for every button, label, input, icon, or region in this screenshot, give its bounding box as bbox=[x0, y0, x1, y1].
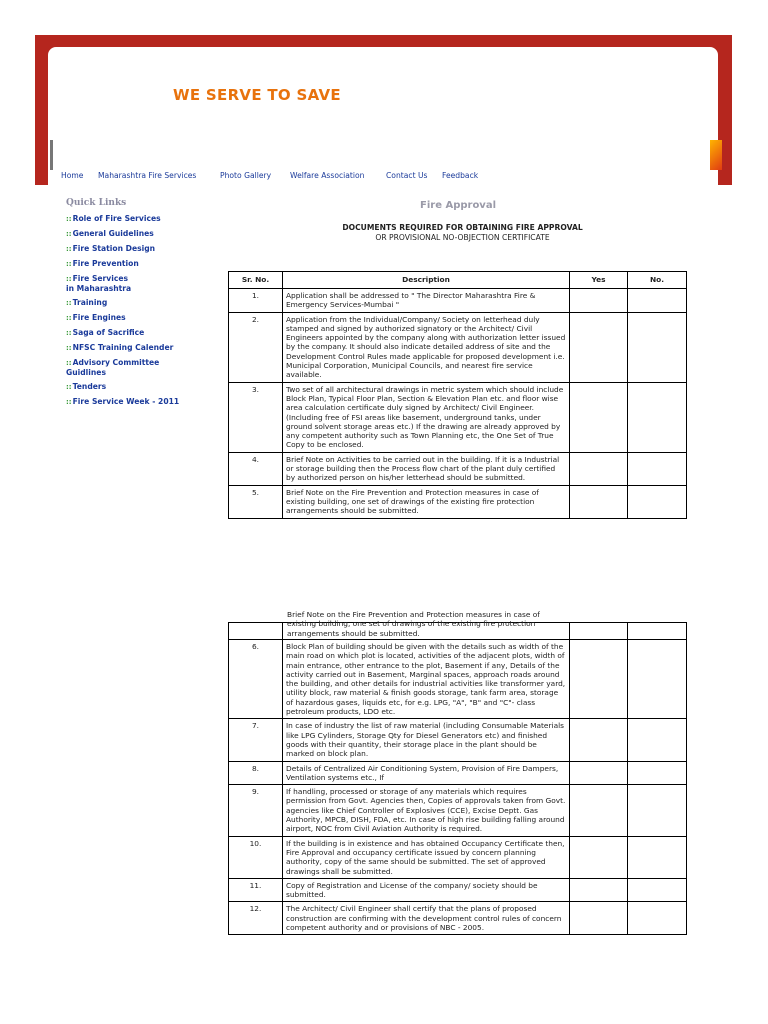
no-cell[interactable] bbox=[628, 902, 687, 935]
quick-link-label[interactable]: Fire Engines bbox=[72, 313, 126, 322]
yes-cell[interactable] bbox=[570, 761, 628, 785]
no-cell[interactable] bbox=[628, 785, 687, 836]
bullet-icon: :: bbox=[66, 260, 72, 268]
quick-link-label[interactable]: Fire Station Design bbox=[72, 244, 156, 253]
quick-link-label[interactable]: Fire Service Week - 2011 bbox=[72, 397, 180, 406]
site-tagline: WE SERVE TO SAVE bbox=[173, 86, 341, 104]
bullet-icon: :: bbox=[66, 245, 72, 253]
row-description: If the building is in existence and has obtained Occupancy Certificate then, Fire Approval and occupancy certificate issued by concern planning authority, copy of the same should be submitted. The set of approved drawings shall be submitted. bbox=[283, 836, 570, 878]
yes-cell[interactable] bbox=[570, 640, 628, 719]
quick-link-label[interactable]: Fire Services in Maharashtra bbox=[66, 274, 132, 293]
table-row bbox=[229, 382, 687, 452]
quick-link-label[interactable]: Advisory Committee Guidlines bbox=[66, 358, 160, 377]
bullet-icon: :: bbox=[66, 329, 72, 337]
col-header-yes: Yes bbox=[570, 272, 628, 289]
table-header-row bbox=[229, 272, 687, 289]
table-row bbox=[229, 902, 687, 935]
col-header-description: Description bbox=[283, 272, 570, 289]
row-number: 1. bbox=[229, 289, 283, 313]
no-cell[interactable] bbox=[628, 623, 687, 640]
row-description: Block Plan of building should be given with the details such as width of the main road on which plot is located, activities of the adjacent plots, width of main entrance, other entrance to the plot, Basement if any, Details of the activity carried out in Basement, Marginal spaces, approach roads around the building, and other details for industrial activities like transformer yard, utility block, raw material & finish goods storage, tank farm area, storage of hazardous gases, liquids etc, for e.g. LPG, "A", "B" and "C"- class petroleum products, LDO etc. bbox=[283, 640, 570, 719]
nav-home[interactable]: Home bbox=[61, 171, 84, 180]
row-number: 6. bbox=[229, 640, 283, 719]
no-cell[interactable] bbox=[628, 761, 687, 785]
quick-link-label[interactable]: Role of Fire Services bbox=[72, 214, 161, 223]
row-number: 11. bbox=[229, 878, 283, 902]
bullet-icon: :: bbox=[66, 230, 72, 238]
nav-photo-gallery[interactable]: Photo Gallery bbox=[220, 171, 272, 180]
row-number bbox=[229, 623, 283, 640]
row-number: 5. bbox=[229, 485, 283, 518]
table-row bbox=[229, 640, 687, 719]
page-title: Fire Approval bbox=[420, 200, 497, 211]
row-number: 10. bbox=[229, 836, 283, 878]
row-description: Two set of all architectural drawings in metric system which should include Block Plan, Typical Floor Plan, Section & Elevation Plan etc. and floor wise area calculation certificate duly signed by Architect/ Civil Engineer.(Including free of FSI areas like basement, underground tanks, under ground solvent storage areas etc.) If the drawing are already approved by any competent authority such as Town Planning etc, the One Set of True Copy to be enclosed. bbox=[283, 382, 570, 452]
bullet-icon: :: bbox=[66, 344, 72, 352]
yes-cell[interactable] bbox=[570, 719, 628, 761]
no-cell[interactable] bbox=[628, 640, 687, 719]
table-row bbox=[229, 836, 687, 878]
bullet-icon: :: bbox=[66, 383, 72, 391]
nav-welfare-association[interactable]: Welfare Association bbox=[290, 171, 365, 180]
bullet-icon: :: bbox=[66, 314, 72, 322]
table-row bbox=[229, 312, 687, 382]
bullet-icon: :: bbox=[66, 215, 72, 223]
no-cell[interactable] bbox=[628, 485, 687, 518]
yes-cell[interactable] bbox=[570, 878, 628, 902]
table-row bbox=[229, 785, 687, 836]
row-number: 2. bbox=[229, 312, 283, 382]
row-description: Brief Note on the Fire Prevention and Protection measures in case of existing building, one set of drawings of the existing fire protection arrangements should be submitted. bbox=[283, 485, 570, 518]
bullet-icon: :: bbox=[66, 299, 72, 307]
yes-cell[interactable] bbox=[570, 485, 628, 518]
yes-cell[interactable] bbox=[570, 623, 628, 640]
yes-cell[interactable] bbox=[570, 785, 628, 836]
row-number: 8. bbox=[229, 761, 283, 785]
row-number: 9. bbox=[229, 785, 283, 836]
no-cell[interactable] bbox=[628, 312, 687, 382]
row-description: If handling, processed or storage of any materials which requires permission from Govt. Agencies then, Copies of approvals taken from Govt. agencies like Chief Controller of Explosives (CCE), Excise Deptt. Gas Authority, MPCB, DISH, FDA, etc. In case of high rise building falling around airport, NOC from Civil Aviation Authority is required. bbox=[283, 785, 570, 836]
table-row bbox=[229, 289, 687, 313]
bullet-icon: :: bbox=[66, 398, 72, 406]
row-description: The Architect/ Civil Engineer shall certify that the plans of proposed construction are confirming with the development control rules of concern competent authority and or provisions of NBC - 2005. bbox=[283, 902, 570, 935]
row-description bbox=[283, 610, 570, 640]
table-row bbox=[229, 485, 687, 518]
documents-table bbox=[228, 271, 687, 519]
no-cell[interactable] bbox=[628, 289, 687, 313]
quick-link-label[interactable]: Fire Prevention bbox=[72, 259, 139, 268]
table-row bbox=[229, 452, 687, 485]
yes-cell[interactable] bbox=[570, 452, 628, 485]
table-row bbox=[229, 878, 687, 902]
no-cell[interactable] bbox=[628, 452, 687, 485]
nav-contact-us[interactable]: Contact Us bbox=[386, 171, 428, 180]
yes-cell[interactable] bbox=[570, 836, 628, 878]
nav-maharashtra-fire-services[interactable]: Maharashtra Fire Services bbox=[98, 171, 197, 180]
no-cell[interactable] bbox=[628, 382, 687, 452]
table-row-continuation bbox=[229, 623, 687, 640]
table-row bbox=[229, 761, 687, 785]
col-header-no: No. bbox=[628, 272, 687, 289]
row-description: Application shall be addressed to " The Director Maharashtra Fire & Emergency Services-Mumbai " bbox=[283, 289, 570, 313]
no-cell[interactable] bbox=[628, 719, 687, 761]
row-description: Copy of Registration and License of the company/ society should be submitted. bbox=[283, 878, 570, 902]
document-title: DOCUMENTS REQUIRED FOR OBTAINING FIRE APPROVAL bbox=[342, 223, 583, 232]
yes-cell[interactable] bbox=[570, 289, 628, 313]
quick-links-title: Quick Links bbox=[66, 198, 127, 208]
yes-cell[interactable] bbox=[570, 382, 628, 452]
quick-link-label[interactable]: Tenders bbox=[72, 382, 107, 391]
quick-link-label[interactable]: General Guidelines bbox=[72, 229, 154, 238]
row-description: In case of industry the list of raw material (including Consumable Materials like LPG Cylinders, Storage Qty for Diesel Generators etc) and finished goods with their quantity, their storage place in the plant should be marked on block plan. bbox=[283, 719, 570, 761]
quick-link-label[interactable]: Saga of Sacrifice bbox=[72, 328, 145, 337]
document-subtitle: OR PROVISIONAL NO-OBJECTION CERTIFICATE bbox=[375, 233, 550, 242]
row-number: 4. bbox=[229, 452, 283, 485]
row-description: Details of Centralized Air Conditioning System, Provision of Fire Dampers, Ventilation systems etc., If bbox=[283, 761, 570, 785]
table-page-2 bbox=[0, 610, 768, 1024]
quick-link-label[interactable]: Training bbox=[72, 298, 108, 307]
documents-table-continued bbox=[228, 610, 687, 935]
quick-link-label[interactable]: NFSC Training Calender bbox=[72, 343, 174, 352]
bullet-icon: :: bbox=[66, 359, 72, 367]
yes-cell[interactable] bbox=[570, 902, 628, 935]
row-description: Application from the Individual/Company/ Society on letterhead duly stamped and signed by authorized signatory or the Architect/ Civil Engineers appointed by the company along with authorization letter issued by the company. It should also indicate detailed address of site and the Development Control Rules made applicable for proposed development i.e. Municipal Corporation, Municipal Councils, and nearest fire service available. bbox=[283, 312, 570, 382]
no-cell[interactable] bbox=[628, 836, 687, 878]
table-row bbox=[229, 719, 687, 761]
row-number: 3. bbox=[229, 382, 283, 452]
row-number: 12. bbox=[229, 902, 283, 935]
nav-feedback[interactable]: Feedback bbox=[442, 171, 479, 180]
row-description: Brief Note on Activities to be carried out in the building. If it is a Industrial or storage building then the Process flow chart of the plant duly certified by authorized person on his/her letterhead should be submitted. bbox=[283, 452, 570, 485]
col-header-sr: Sr. No. bbox=[229, 272, 283, 289]
no-cell[interactable] bbox=[628, 878, 687, 902]
row-number: 7. bbox=[229, 719, 283, 761]
continued-text: Brief Note on the Fire Prevention and Protection measures in case of existing building, one set of drawings of the existing fire protection arrangements should be submitted. bbox=[287, 610, 540, 638]
yes-cell[interactable] bbox=[570, 312, 628, 382]
bullet-icon: :: bbox=[66, 275, 72, 283]
